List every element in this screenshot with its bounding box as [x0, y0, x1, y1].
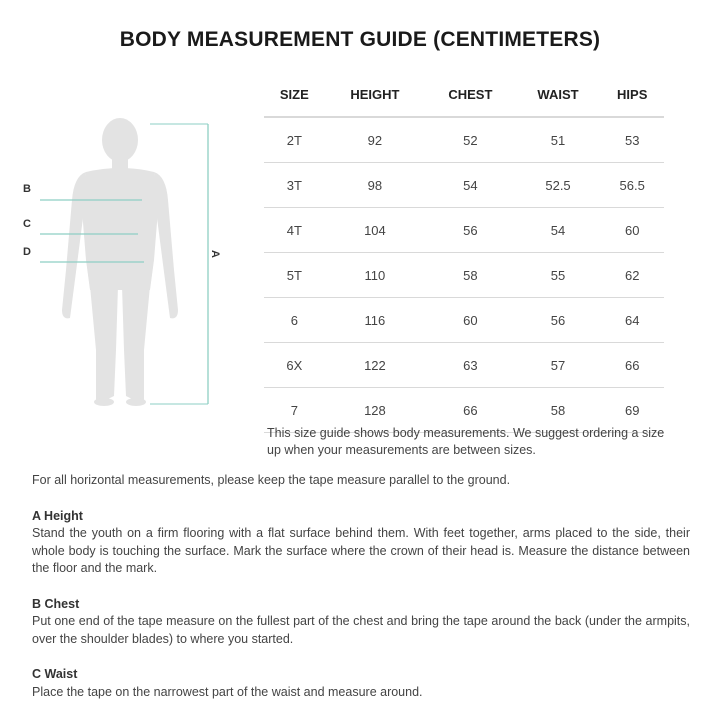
cell-height: 116: [325, 298, 425, 343]
table-row: [264, 117, 664, 163]
cell-chest: 60: [425, 298, 515, 343]
section-height: [32, 508, 690, 578]
section-title: A Height: [32, 508, 83, 523]
label-a: A: [208, 250, 221, 258]
label-d: D: [23, 246, 31, 258]
cell-waist: 54: [516, 208, 601, 253]
header-waist: WAIST: [516, 72, 601, 117]
header-chest: CHEST: [425, 72, 515, 117]
cell-waist: 52.5: [516, 163, 601, 208]
cell-chest: 52: [425, 117, 515, 163]
cell-waist: 57: [516, 343, 601, 388]
section-text: Place the tape on the narrowest part of the waist and measure around.: [32, 684, 423, 699]
section-title: C Waist: [32, 667, 78, 681]
cell-chest: 58: [425, 253, 515, 298]
intro-text: For all horizontal measurements, please keep the tape measure parallel to the ground.: [32, 473, 511, 487]
section-chest: [32, 596, 690, 649]
section-title: B Chest: [32, 596, 80, 611]
cell-height: 98: [325, 163, 425, 208]
header-height: HEIGHT: [325, 72, 425, 117]
cell-waist: 55: [516, 253, 601, 298]
instructions: [32, 472, 690, 719]
section-text: Put one end of the tape measure on the fullest part of the chest and bring the tape around the back (under the armpits, over the shoulder blades) to where you started.: [32, 614, 690, 646]
table-row: [264, 253, 664, 298]
body-figure: [0, 110, 260, 420]
table-row: [264, 343, 664, 388]
cell-height: 122: [325, 343, 425, 388]
cell-chest: 54: [425, 163, 515, 208]
cell-size: 7: [264, 388, 325, 433]
section-waist: [32, 666, 690, 701]
cell-hips: 56.5: [600, 163, 664, 208]
table-row: [264, 163, 664, 208]
cell-waist: 51: [516, 117, 601, 163]
size-note: This size guide shows body measurements. We suggest ordering a size up when your measurements are between sizes.: [267, 426, 665, 457]
cell-chest: 56: [425, 208, 515, 253]
cell-hips: 53: [600, 117, 664, 163]
cell-size: 3T: [264, 163, 325, 208]
section-text: Stand the youth on a firm flooring with a flat surface behind them. With feet together, arms placed to the side, their whole body is touching the surface. Mark the surface where the crown of their head is. Measure the distance between the floor and the mark.: [32, 526, 690, 575]
cell-height: 110: [325, 253, 425, 298]
cell-size: 5T: [264, 253, 325, 298]
cell-height: 104: [325, 208, 425, 253]
cell-height: 128: [325, 388, 425, 433]
label-b: B: [23, 183, 31, 195]
table-header-row: [264, 72, 664, 117]
size-table: [264, 72, 664, 433]
cell-hips: 66: [600, 343, 664, 388]
cell-hips: 60: [600, 208, 664, 253]
page-title: BODY MEASUREMENT GUIDE (CENTIMETERS): [119, 28, 601, 51]
cell-hips: 69: [600, 388, 664, 433]
child-silhouette: [0, 110, 260, 420]
cell-size: 2T: [264, 117, 325, 163]
table-row: [264, 298, 664, 343]
cell-height: 92: [325, 117, 425, 163]
label-c: C: [23, 218, 31, 230]
cell-size: 6X: [264, 343, 325, 388]
cell-hips: 62: [600, 253, 664, 298]
cell-waist: 58: [516, 388, 601, 433]
header-hips: HIPS: [600, 72, 664, 117]
cell-size: 4T: [264, 208, 325, 253]
cell-chest: 66: [425, 388, 515, 433]
cell-chest: 63: [425, 343, 515, 388]
header-size: SIZE: [264, 72, 325, 117]
cell-hips: 64: [600, 298, 664, 343]
table-row: [264, 208, 664, 253]
cell-waist: 56: [516, 298, 601, 343]
cell-size: 6: [264, 298, 325, 343]
